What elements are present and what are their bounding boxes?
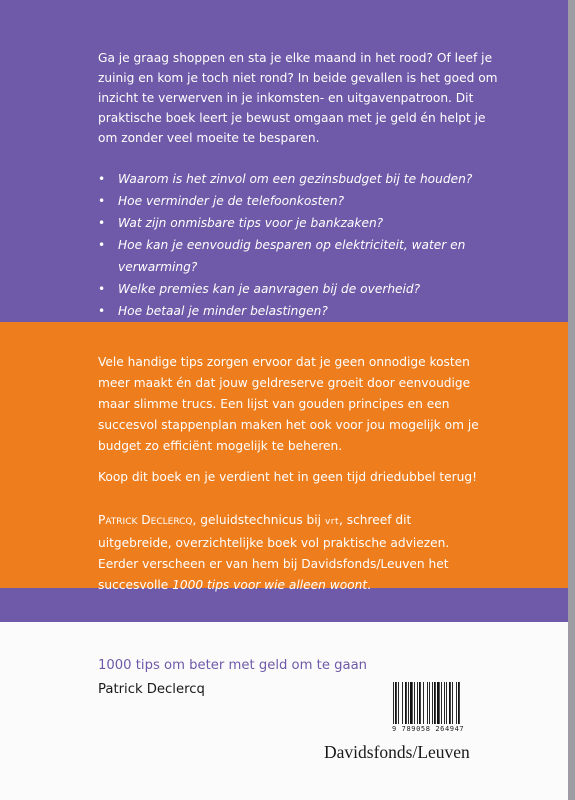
barcode-bar: [405, 682, 407, 724]
call-to-action: Koop dit boek en je verdient het in geen tijd driedubbel terug!: [98, 470, 477, 484]
employer-name: vrt: [324, 517, 339, 527]
barcode-bar: [458, 682, 460, 724]
list-item: [98, 234, 518, 278]
barcode-bar: [419, 682, 421, 724]
barcode-bar: [446, 682, 447, 724]
author-bio: [98, 510, 488, 596]
question-text: Welke premies kan je aanvragen bij de overheid?: [118, 282, 421, 296]
book-author: Patrick Declercq: [98, 682, 205, 697]
barcode-bar: [402, 682, 403, 724]
barcode-bar: [444, 682, 445, 724]
barcode-bar: [452, 682, 453, 724]
barcode-bar: [437, 682, 440, 724]
page-edge: [568, 0, 575, 800]
barcode-bar: [432, 682, 433, 724]
bio-text: .: [367, 578, 371, 592]
question-text: Hoe kan je eenvoudig besparen op elektriciteit, water en verwarming?: [118, 238, 466, 274]
barcode-bar: [410, 682, 413, 724]
question-list: [98, 168, 518, 322]
barcode-bar: [398, 682, 399, 724]
bullet-icon: •: [98, 282, 106, 296]
barcode-bar: [408, 682, 409, 724]
publisher-name: Davidsfonds/Leuven: [324, 742, 470, 762]
list-item: [98, 278, 518, 300]
barcode-bar: [429, 682, 430, 724]
barcode-bar: [456, 682, 457, 724]
author-name: Patrick Declercq: [98, 513, 193, 527]
barcode-bar: [434, 682, 436, 724]
list-item: [98, 300, 518, 322]
bio-text: , schreef dit uitgebreide, overzichtelijke boek vol praktische adviezen. Eerder verscheen er van hem bij Davidsfonds/Leuven het succesvolle: [98, 513, 450, 592]
list-item: [98, 168, 518, 190]
barcode-bar: [395, 682, 397, 724]
barcode-bar: [414, 682, 415, 724]
barcode-bar: [449, 682, 451, 724]
list-item: [98, 212, 518, 234]
bio-text: , geluidstechnicus bij: [192, 513, 325, 527]
bullet-icon: •: [98, 216, 106, 230]
question-text: Hoe verminder je de telefoonkosten?: [118, 194, 345, 208]
barcode-bar: [423, 682, 424, 724]
question-text: Hoe betaal je minder belastingen?: [118, 304, 328, 318]
barcode-bar: [441, 682, 442, 724]
isbn-number: 9 789058 264947: [392, 725, 465, 733]
barcode-bar: [417, 682, 418, 724]
list-item: [98, 190, 518, 212]
book-title: 1000 tips om beter met geld om te gaan: [98, 658, 368, 673]
previous-book-title: 1000 tips voor wie alleen woont: [172, 578, 368, 592]
barcode-icon: [392, 682, 486, 724]
bullet-icon: •: [98, 194, 106, 208]
tips-paragraph: Vele handige tips zorgen ervoor dat je geen onnodige kosten meer maakt én dat jouw geldreserve groeit door eenvoudige maar slimme trucs. Een lijst van gouden principes en een succesvol stappenplan maken het ook voor jou mogelijk om je budget zo efficiënt mogelijk te beheren.: [98, 355, 479, 453]
bullet-icon: •: [98, 304, 106, 318]
question-text: Waarom is het zinvol om een gezinsbudget bij te houden?: [118, 172, 473, 186]
barcode: [392, 682, 486, 734]
intro-text: Ga je graag shoppen en sta je elke maand in het rood? Of leef je zuinig en kom je toch niet rond? In beide gevallen is het goed om inzicht te verwerven in je inkomsten- en uitgavenpatroon. Dit praktische boek leert je bewust omgaan met je geld én helpt je om zonder veel moeite te besparen.: [98, 51, 498, 145]
barcode-bar: [393, 682, 394, 724]
barcode-bar: [427, 682, 428, 724]
bullet-icon: •: [98, 238, 106, 252]
bullet-icon: •: [98, 172, 106, 186]
question-text: Wat zijn onmisbare tips voor je bankzaken?: [118, 216, 384, 230]
